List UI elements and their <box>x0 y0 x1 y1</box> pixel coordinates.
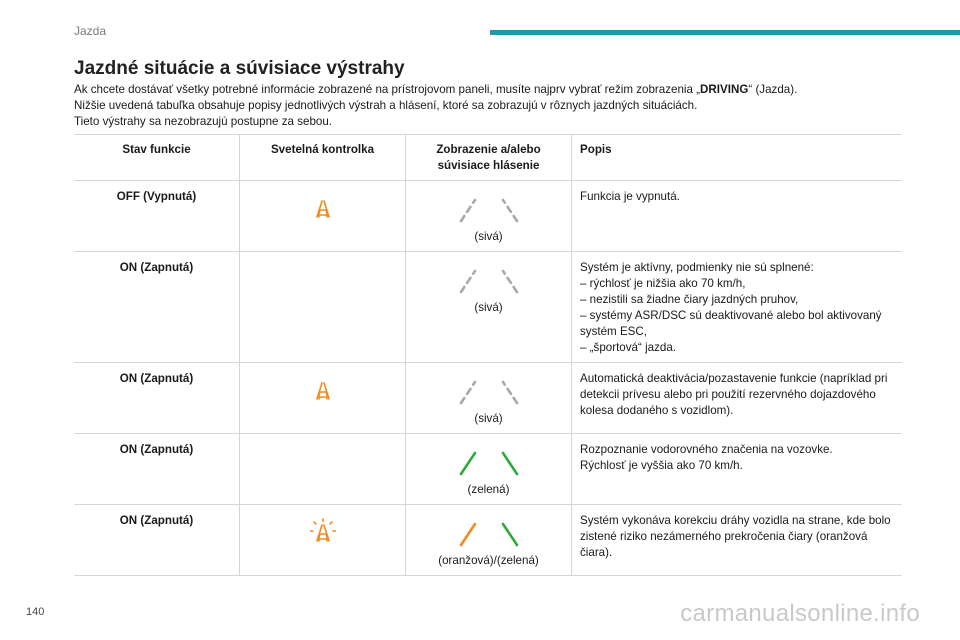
left-lane-line <box>461 382 475 403</box>
state-cell: ON (Zapnutá) <box>74 505 240 576</box>
left-lane-line <box>461 453 475 474</box>
description-cell <box>572 181 903 252</box>
description-line: – nezistili sa žiadne čiary jazdných pruhov, <box>580 293 799 306</box>
display-cell <box>406 363 572 434</box>
right-lane-line <box>503 382 517 403</box>
left-lane-line <box>461 200 475 221</box>
lane-warning-icon <box>308 375 338 405</box>
display-caption: (oranžová)/(zelená) <box>438 554 539 567</box>
intro-text <box>74 82 914 130</box>
display-cell <box>406 252 572 363</box>
lane-lines-display-icon <box>457 268 521 294</box>
table-row <box>74 181 902 252</box>
lamp-cell <box>240 181 406 252</box>
table-row <box>74 434 902 505</box>
display-caption: (sivá) <box>474 230 503 243</box>
header-display: Zobrazenie a/alebo súvisiace hlásenie <box>406 135 572 181</box>
description-line: Systém je aktívny, podmienky nie sú splnené: <box>580 261 814 274</box>
lane-warning-icon <box>308 193 338 223</box>
description-line: – „športová“ jazda. <box>580 341 677 354</box>
state-cell: ON (Zapnutá) <box>74 252 240 363</box>
description-line: – rýchlosť je nižšia ako 70 km/h, <box>580 277 746 290</box>
display-caption: (sivá) <box>474 301 503 314</box>
description-cell <box>572 434 903 505</box>
display-cell <box>406 181 572 252</box>
header-description: Popis <box>572 135 903 181</box>
right-lane-line <box>503 524 517 545</box>
lamp-cell <box>240 252 406 363</box>
state-cell: OFF (Vypnutá) <box>74 181 240 252</box>
display-caption: (sivá) <box>474 412 503 425</box>
lane-warning-flashing-icon <box>308 517 338 547</box>
lamp-cell <box>240 505 406 576</box>
page-title: Jazdné situácie a súvisiace výstrahy <box>74 58 405 79</box>
watermark: carmanualsonline.info <box>680 600 920 627</box>
description-cell <box>572 505 903 576</box>
display-cell <box>406 505 572 576</box>
intro-paragraph-3: Tieto výstrahy sa nezobrazujú postupne za sebou. <box>74 115 333 128</box>
state-cell: ON (Zapnutá) <box>74 434 240 505</box>
right-lane-line <box>503 200 517 221</box>
description-line: Rozpoznanie vodorovného značenia na vozovke. <box>580 443 833 456</box>
table-header-row <box>74 135 902 181</box>
table-row <box>74 252 902 363</box>
lane-lines-display-icon <box>457 521 521 547</box>
section-label: Jazda <box>74 24 107 38</box>
lane-lines-display-icon <box>457 450 521 476</box>
page-number: 140 <box>26 606 45 618</box>
description-line: Rýchlosť je vyššia ako 70 km/h. <box>580 459 743 472</box>
description-cell <box>572 363 903 434</box>
lane-lines-display-icon <box>457 197 521 223</box>
description-line: Systém vykonáva korekciu dráhy vozidla na strane, kde bolo zistené riziko nezámerného prekročenia čiary (oranžová čiara). <box>580 514 891 559</box>
description-cell <box>572 252 903 363</box>
intro-paragraph-1: Ak chcete dostávať všetky potrebné informácie zobrazené na prístrojovom paneli, musíte najprv vybrať režim zobrazenia „DRIVING“ (Jazda). <box>74 83 798 96</box>
description-line: Funkcia je vypnutá. <box>580 190 680 203</box>
left-lane-line <box>461 524 475 545</box>
left-lane-line <box>461 271 475 292</box>
header-state: Stav funkcie <box>74 135 240 181</box>
table-row <box>74 363 902 434</box>
lane-lines-display-icon <box>457 379 521 405</box>
intro-paragraph-2: Nižšie uvedená tabuľka obsahuje popisy jednotlivých výstrah a hlásení, ktoré sa zobrazujú v rôznych jazdných situáciách. <box>74 99 698 112</box>
lamp-cell <box>240 434 406 505</box>
description-line: – systémy ASR/DSC sú deaktivované alebo bol aktivovaný systém ESC, <box>580 309 882 338</box>
warnings-table <box>74 134 902 576</box>
header-accent-bar <box>490 30 960 35</box>
display-cell <box>406 434 572 505</box>
header-lamp: Svetelná kontrolka <box>240 135 406 181</box>
table-row <box>74 505 902 576</box>
lamp-cell <box>240 363 406 434</box>
right-lane-line <box>503 271 517 292</box>
display-caption: (zelená) <box>467 483 510 496</box>
right-lane-line <box>503 453 517 474</box>
description-line: Automatická deaktivácia/pozastavenie funkcie (napríklad pri detekcii prívesu alebo pri použití rezervného dojazdového kolesa dodaného s vozidlom). <box>580 372 888 417</box>
state-cell: ON (Zapnutá) <box>74 363 240 434</box>
